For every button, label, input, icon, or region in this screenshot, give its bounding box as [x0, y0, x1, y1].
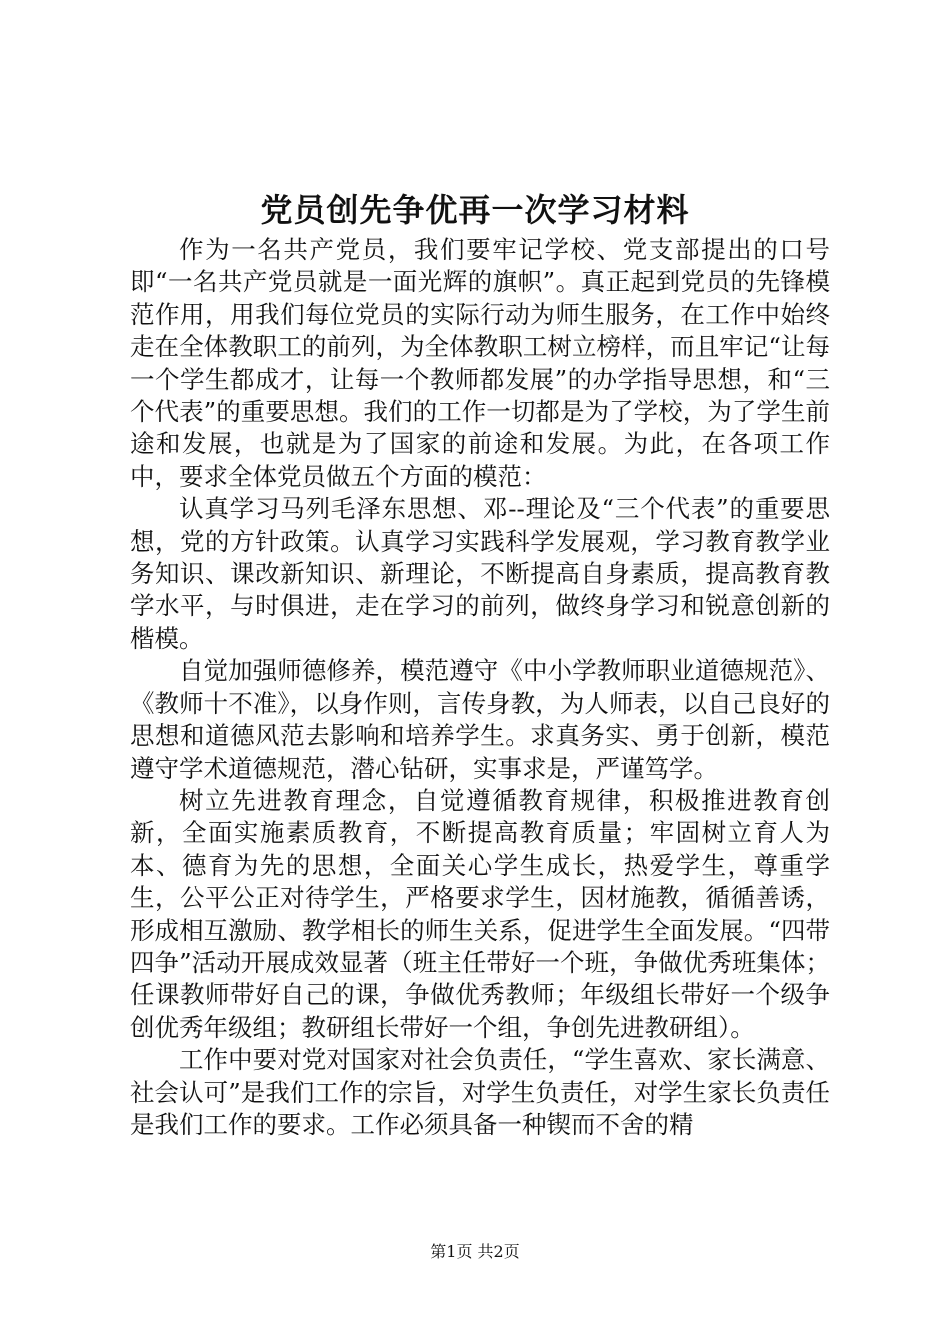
paragraph: 树立先进教育理念，自觉遵循教育规律，积极推进教育创新，全面实施素质教育，不断提高教育质量；牢固树立育人为本、德育为先的思想，全面关心学生成长，热爱学生，尊重学生，公平公正对待学生，严格要求学生，因材施教，循循善诱，形成相互激励、教学相长的师生关系，促进学生全面发展。“四带四争”活动开展成效显著（班主任带好一个班，争做优秀班集体；任课教师带好自己的课，争做优秀教师；年级组长带好一个级争创优秀年级组；教研组长带好一个组，争创先进教研组）。 [130, 785, 830, 1042]
paragraph: 自觉加强师德修养，模范遵守《中小学教师职业道德规范》、《教师十不准》，以身作则，言传身教，为人师表，以自己良好的思想和道德风范去影响和培养学生。求真务实、勇于创新，模范遵守学术道德规范，潜心钻研，实事求是，严谨笃学。 [130, 656, 830, 783]
document-title: 党员创先争优再一次学习材料 [260, 191, 690, 229]
paragraph: 工作中要对党对国家对社会负责任，“学生喜欢、家长满意、社会认可”是我们工作的宗旨，对学生负责任，对学生家长负责任是我们工作的要求。工作必须具备一种锲而不舍的精 [130, 1045, 830, 1139]
page-footer: 第1页 共2页 [430, 1242, 520, 1261]
paragraph: 认真学习马列毛泽东思想、邓--理论及“三个代表”的重要思想，党的方针政策。认真学习实践科学发展观，学习教育教学业务知识、课改新知识、新理论，不断提高自身素质，提高教育教学水平，与时俱进，走在学习的前列，做终身学习和锐意创新的楷模。 [130, 494, 830, 653]
document-body [130, 234, 830, 1141]
paragraph: 作为一名共产党员，我们要牢记学校、党支部提出的口号即“一名共产党员就是一面光辉的旗帜”。真正起到党员的先锋模范作用，用我们每位党员的实际行动为师生服务，在工作中始终走在全体教职工的前列，为全体教职工树立榜样，而且牢记“让每一个学生都成才，让每一个教师都发展”的办学指导思想，和“三个代表”的重要思想。我们的工作一切都是为了学校，为了学生前途和发展，也就是为了国家的前途和发展。为此，在各项工作中，要求全体党员做五个方面的模范： [130, 235, 830, 491]
